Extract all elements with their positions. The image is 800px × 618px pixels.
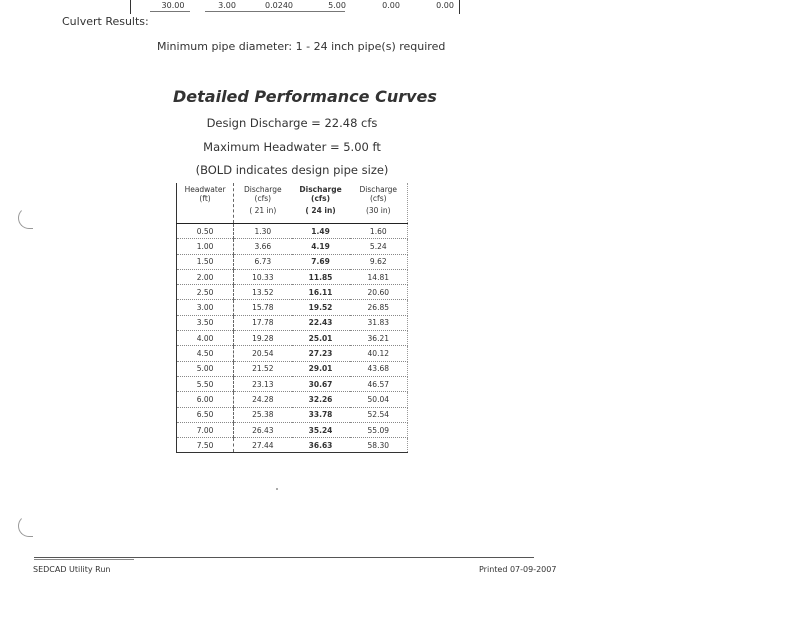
cell-discharge-24in: 35.24 xyxy=(292,422,350,437)
cell-headwater: 6.50 xyxy=(177,407,234,422)
cell-discharge-21in: 10.33 xyxy=(234,269,292,284)
header-pipe-size: (30 in) xyxy=(365,206,391,215)
table-row xyxy=(177,361,408,376)
table-row xyxy=(177,331,408,346)
cell-discharge-21in: 19.28 xyxy=(234,331,292,346)
table-row xyxy=(177,269,408,284)
cell-discharge-21in: 6.73 xyxy=(234,254,292,269)
cell-discharge-24in: 29.01 xyxy=(292,361,350,376)
cell-discharge-30in: 46.57 xyxy=(350,376,408,391)
table-row xyxy=(177,224,408,239)
header-pipe-size: ( 24 in) xyxy=(305,206,336,215)
cell-headwater: 5.00 xyxy=(328,1,346,10)
cell-discharge-30in: 31.83 xyxy=(350,315,408,330)
cell-discharge-30in: 14.81 xyxy=(350,269,408,284)
cell-discharge-21in: 21.52 xyxy=(234,361,292,376)
cell-discharge-24in: 19.52 xyxy=(292,300,350,315)
previous-table-row xyxy=(130,0,460,14)
header-headwater xyxy=(177,183,234,224)
cell-discharge-30in: 50.04 xyxy=(350,392,408,407)
cell-discharge-24in: 36.63 xyxy=(292,438,350,453)
cell-discharge-30in: 20.60 xyxy=(350,285,408,300)
table-row xyxy=(177,376,408,391)
punch-hole-mark xyxy=(18,515,33,537)
header-label: Headwater (ft) xyxy=(184,185,226,203)
cell-discharge-21in: 15.78 xyxy=(234,300,292,315)
cell-discharge-21in: 24.28 xyxy=(234,392,292,407)
design-discharge: Design Discharge = 22.48 cfs xyxy=(206,116,378,130)
cell-discharge-21in: 20.54 xyxy=(234,346,292,361)
table-border xyxy=(130,0,131,14)
table-border xyxy=(459,0,460,14)
cell-discharge-30in: 26.85 xyxy=(350,300,408,315)
cell-discharge-21in: 27.44 xyxy=(234,438,292,453)
cell-discharge-30in: 55.09 xyxy=(350,422,408,437)
header-label: Discharge (cfs) xyxy=(359,185,398,203)
cell-headwater: 1.50 xyxy=(177,254,234,269)
cell-discharge-24in: 22.43 xyxy=(292,315,350,330)
header-label: Discharge (cfs) xyxy=(299,185,342,203)
minimum-pipe-diameter: Minimum pipe diameter: 1 - 24 inch pipe(s) required xyxy=(157,40,446,53)
table-row xyxy=(177,254,408,269)
header-pipe-size: ( 21 in) xyxy=(249,206,277,215)
cell-discharge-24in: 32.26 xyxy=(292,392,350,407)
cell-discharge-21in: 17.78 xyxy=(234,315,292,330)
culvert-results-label: Culvert Results: xyxy=(62,15,149,28)
cell-discharge-21in: 13.52 xyxy=(234,285,292,300)
punch-hole-mark xyxy=(18,207,33,229)
cell-value-5: 0.00 xyxy=(382,1,400,10)
table-row xyxy=(177,285,408,300)
table-body xyxy=(177,224,408,453)
cell-length: 30.00 xyxy=(161,1,185,10)
footer-print-date: Printed 07-09-2007 xyxy=(479,565,557,574)
cell-value-6: 0.00 xyxy=(436,1,454,10)
cell-headwater: 2.50 xyxy=(177,285,234,300)
cell-roughness: 0.0240 xyxy=(265,1,293,10)
table-row xyxy=(177,300,408,315)
cell-discharge-24in: 30.67 xyxy=(292,376,350,391)
cell-discharge-30in: 58.30 xyxy=(350,438,408,453)
cell-headwater: 6.00 xyxy=(177,392,234,407)
table-row xyxy=(177,407,408,422)
cell-discharge-30in: 9.62 xyxy=(350,254,408,269)
cell-discharge-30in: 5.24 xyxy=(350,239,408,254)
section-title: Detailed Performance Curves xyxy=(173,87,437,106)
table-row xyxy=(177,438,408,453)
cell-discharge-30in: 40.12 xyxy=(350,346,408,361)
bold-note: (BOLD indicates design pipe size) xyxy=(195,163,389,177)
cell-discharge-30in: 36.21 xyxy=(350,331,408,346)
cell-discharge-24in: 33.78 xyxy=(292,407,350,422)
cell-headwater: 1.00 xyxy=(177,239,234,254)
cell-headwater: 4.50 xyxy=(177,346,234,361)
cell-headwater: 5.50 xyxy=(177,376,234,391)
header-label: Discharge (cfs) xyxy=(244,185,282,203)
header-discharge-30in xyxy=(350,183,408,224)
cell-headwater: 3.00 xyxy=(177,300,234,315)
scan-speck xyxy=(276,488,278,490)
cell-headwater: 2.00 xyxy=(177,269,234,284)
cell-discharge-24in: 4.19 xyxy=(292,239,350,254)
maximum-headwater: Maximum Headwater = 5.00 ft xyxy=(203,140,381,154)
cell-discharge-24in: 11.85 xyxy=(292,269,350,284)
cell-discharge-24in: 16.11 xyxy=(292,285,350,300)
underline xyxy=(205,11,345,12)
cell-headwater: 7.50 xyxy=(177,438,234,453)
performance-curves-table xyxy=(176,183,408,453)
cell-discharge-21in: 26.43 xyxy=(234,422,292,437)
cell-discharge-30in: 52.54 xyxy=(350,407,408,422)
table-row xyxy=(177,315,408,330)
cell-headwater: 3.50 xyxy=(177,315,234,330)
cell-headwater: 4.00 xyxy=(177,331,234,346)
cell-discharge-24in: 1.49 xyxy=(292,224,350,239)
cell-discharge-24in: 25.01 xyxy=(292,331,350,346)
cell-discharge-24in: 27.23 xyxy=(292,346,350,361)
footer-rule xyxy=(34,557,534,558)
table-row xyxy=(177,392,408,407)
table-row xyxy=(177,422,408,437)
cell-slope-height: 3.00 xyxy=(218,1,236,10)
cell-discharge-21in: 1.30 xyxy=(234,224,292,239)
cell-discharge-21in: 3.66 xyxy=(234,239,292,254)
header-discharge-21in xyxy=(234,183,292,224)
underline xyxy=(150,11,190,12)
cell-headwater: 7.00 xyxy=(177,422,234,437)
cell-discharge-24in: 7.69 xyxy=(292,254,350,269)
cell-discharge-21in: 23.13 xyxy=(234,376,292,391)
table-row xyxy=(177,346,408,361)
table-header-row xyxy=(177,183,408,224)
cell-headwater: 5.00 xyxy=(177,361,234,376)
footer-rule xyxy=(34,559,134,560)
header-discharge-24in xyxy=(292,183,350,224)
cell-headwater: 0.50 xyxy=(177,224,234,239)
cell-discharge-30in: 43.68 xyxy=(350,361,408,376)
cell-discharge-21in: 25.38 xyxy=(234,407,292,422)
table-row xyxy=(177,239,408,254)
footer-program-name: SEDCAD Utility Run xyxy=(33,565,111,574)
cell-discharge-30in: 1.60 xyxy=(350,224,408,239)
